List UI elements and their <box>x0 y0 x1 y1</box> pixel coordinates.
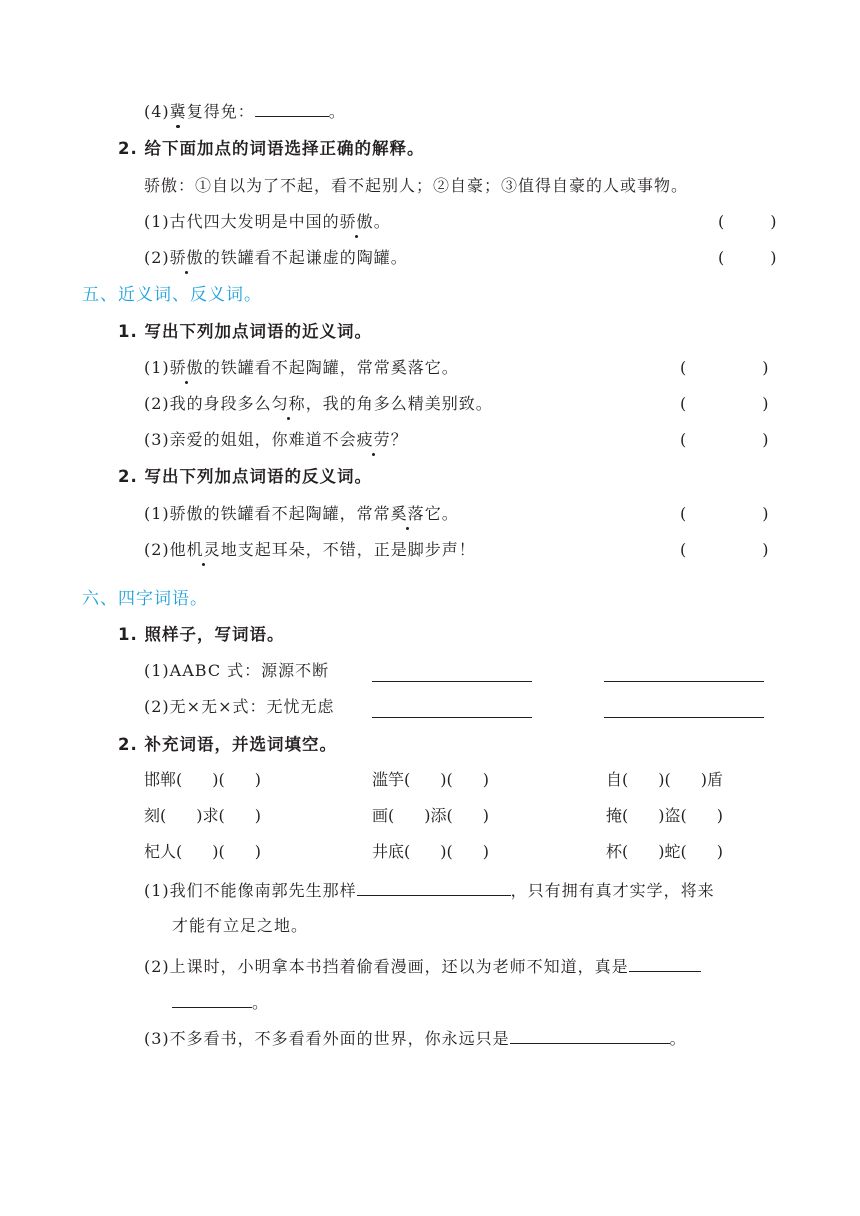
idiom-item[interactable]: 画( )添( ) <box>372 806 489 825</box>
dotted-word: 机灵 <box>186 540 221 559</box>
answer-blank[interactable] <box>629 955 701 972</box>
idiom-item[interactable]: 邯郸( )( ) <box>144 770 261 789</box>
idiom-item[interactable]: 杯( )蛇( ) <box>606 842 723 861</box>
answer-blank[interactable] <box>510 1027 670 1044</box>
question-title: 2. 补充词语，并选词填空。 <box>118 735 337 754</box>
idiom-item[interactable]: 井底( )( ) <box>372 842 489 861</box>
dotted-word: 匀称 <box>271 394 306 413</box>
question-item: (1)骄傲的铁罐看不起陶罐，常常奚落它。 <box>144 358 459 377</box>
fill-sentence: (2)上课时，小明拿本书挡着偷看漫画，还以为老师不知道，真是 <box>144 955 701 978</box>
idiom-item[interactable]: 掩( )盗( ) <box>606 806 723 825</box>
dotted-word: 骄傲 <box>339 212 374 231</box>
answer-paren[interactable]: ( ) <box>680 540 769 559</box>
question-item: (3)亲爱的姐姐，你难道不会疲劳？ <box>144 430 408 449</box>
dotted-word: 冀 <box>169 102 187 121</box>
question-item: (1)古代四大发明是中国的骄傲。 <box>144 212 391 231</box>
question-title: 1. 写出下列加点词语的近义词。 <box>118 322 372 341</box>
fill-sentence-cont: 才能有立足之地。 <box>172 916 309 935</box>
idiom-item[interactable]: 自( )( )盾 <box>606 770 723 789</box>
answer-blank[interactable] <box>357 879 511 896</box>
question-item: (2)我的身段多么匀称，我的角多么精美别致。 <box>144 394 493 413</box>
dotted-word: 疲劳 <box>356 430 391 449</box>
answer-paren[interactable]: ( ) <box>718 212 777 231</box>
question-item: (1)AABC 式：源源不断 <box>144 661 330 680</box>
definition-text: 骄傲：①自以为了不起，看不起别人；②自豪；③值得自豪的人或事物。 <box>144 176 689 195</box>
question-item: (2)他机灵地支起耳朵，不错，正是脚步声！ <box>144 540 476 559</box>
answer-paren[interactable]: ( ) <box>680 504 769 523</box>
question-title: 1. 照样子，写词语。 <box>118 625 285 644</box>
answer-line[interactable] <box>604 717 764 718</box>
answer-paren[interactable]: ( ) <box>680 430 769 449</box>
question-title: 2. 写出下列加点词语的反义词。 <box>118 467 372 486</box>
answer-line[interactable] <box>372 717 532 718</box>
answer-paren[interactable]: ( ) <box>680 394 769 413</box>
answer-paren[interactable]: ( ) <box>680 358 769 377</box>
question-title: 2. 给下面加点的词语选择正确的解释。 <box>118 139 425 158</box>
dotted-word: 骄傲 <box>169 358 204 377</box>
dotted-word: 骄傲 <box>169 248 204 267</box>
question-item: (2)无×无×式：无忧无虑 <box>144 697 335 716</box>
question-item-4: (4)冀复得免： 。 <box>144 102 346 121</box>
fill-sentence: (3)不多看书，不多看看外面的世界，你永远只是 。 <box>144 1029 687 1048</box>
answer-paren[interactable]: ( ) <box>718 248 777 267</box>
fill-sentence-cont: 。 <box>172 991 269 1014</box>
question-item: (2)骄傲的铁罐看不起谦虚的陶罐。 <box>144 248 408 267</box>
answer-blank[interactable] <box>172 991 252 1008</box>
dotted-word: 奚落 <box>390 504 425 523</box>
question-item: (1)骄傲的铁罐看不起陶罐，常常奚落它。 <box>144 504 459 523</box>
idiom-item[interactable]: 刻( )求( ) <box>144 806 261 825</box>
answer-blank[interactable] <box>255 100 329 117</box>
answer-line[interactable] <box>372 681 532 682</box>
idiom-item[interactable]: 滥竽( )( ) <box>372 770 489 789</box>
section-title: 六、四字词语。 <box>82 589 208 609</box>
fill-sentence: (1)我们不能像南郭先生那样 ，只有拥有真才实学，将来 <box>144 881 715 900</box>
idiom-item[interactable]: 杞人( )( ) <box>144 842 261 861</box>
answer-line[interactable] <box>604 681 764 682</box>
section-title: 五、近义词、反义词。 <box>82 285 262 305</box>
